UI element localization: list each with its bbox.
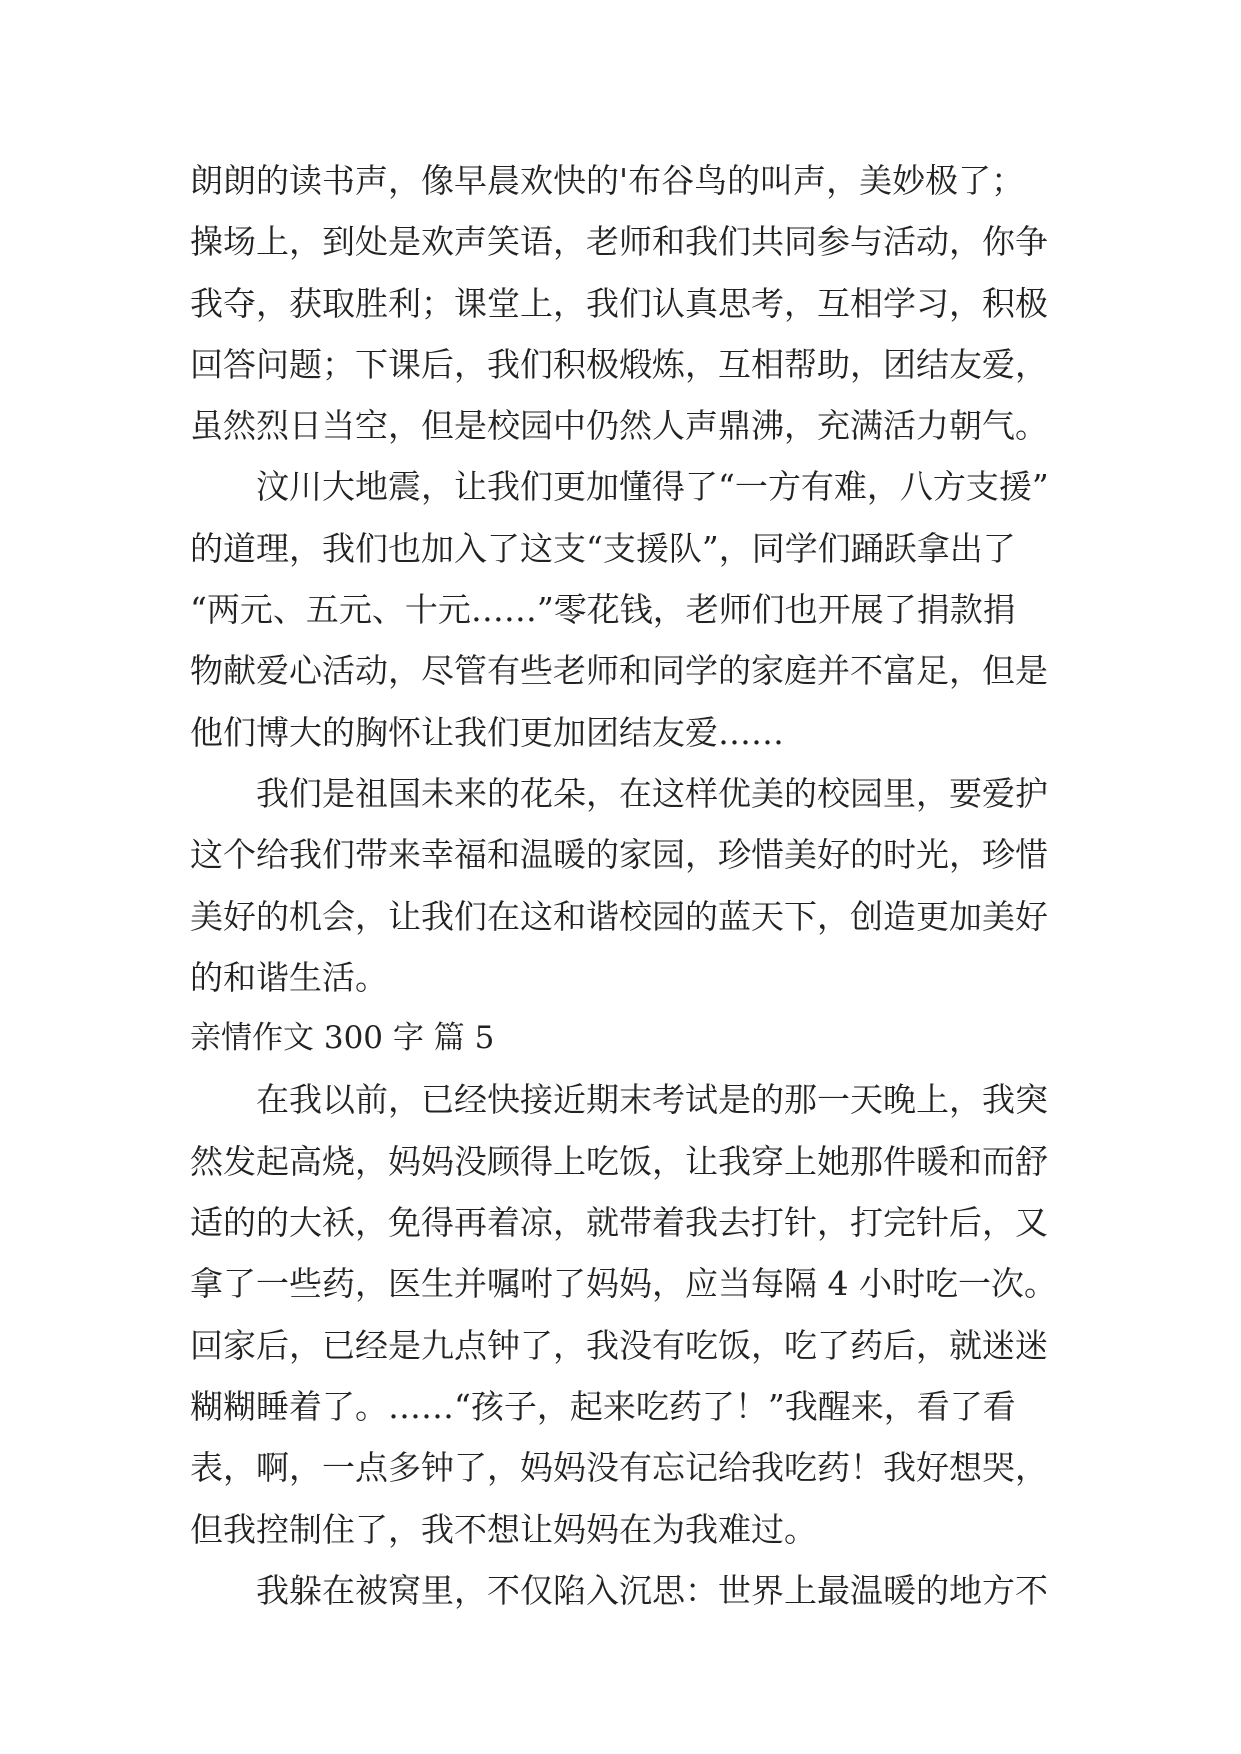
text-line: 拿了一些药，医生并嘱咐了妈妈，应当每隔 4 小时吃一次。 (190, 1264, 1057, 1304)
text-line: 物献爱心活动，尽管有些老师和同学的家庭并不富足，但是 (190, 651, 1048, 691)
text-line: 的道理，我们也加入了这支“支援队”，同学们踊跃拿出了 (190, 528, 1016, 568)
text-line: 操场上，到处是欢声笑语，老师和我们共同参与活动，你争 (190, 222, 1048, 262)
text-line: 适的的大袄，免得再着凉，就带着我去打针，打完针后，又 (190, 1203, 1048, 1243)
text-line: 虽然烈日当空，但是校园中仍然人声鼎沸，充满活力朝气。 (190, 406, 1048, 446)
text-line: 我夺，获取胜利；课堂上，我们认真思考，互相学习，积极 (190, 283, 1048, 323)
text-line: 朗朗的读书声，像早晨欢快的'布谷鸟的叫声，美妙极了； (190, 161, 1025, 200)
paragraph (190, 150, 1060, 456)
paragraph (190, 1069, 1060, 1559)
essay-body (190, 150, 1060, 1621)
text-line: “两元、五元、十元……”零花钱，老师们也开展了捐款捐 (190, 590, 1016, 630)
text-line: 回答问题；下课后，我们积极煅炼，互相帮助，团结友爱， (190, 344, 1048, 384)
text-line: 在我以前，已经快接近期末考试是的那一天晚上，我突 (256, 1080, 1048, 1120)
text-line: 回家后，已经是九点钟了，我没有吃饭，吃了药后，就迷迷 (190, 1325, 1048, 1365)
text-line: 我们是祖国未来的花朵，在这样优美的校园里，要爱护 (256, 773, 1048, 813)
text-line: 的和谐生活。 (190, 957, 388, 997)
paragraph (190, 456, 1060, 762)
paragraph (190, 763, 1060, 1008)
text-line: 美好的机会，让我们在这和谐校园的蓝天下，创造更加美好 (190, 896, 1048, 936)
text-line: 但我控制住了，我不想让妈妈在为我难过。 (190, 1509, 817, 1549)
text-line: 这个给我们带来幸福和温暖的家园，珍惜美好的时光，珍惜 (190, 835, 1048, 875)
text-line: 汶川大地震，让我们更加懂得了“一方有难，八方支援” (256, 467, 1049, 507)
text-line: 我躲在被窝里，不仅陷入沉思：世界上最温暖的地方不 (256, 1570, 1048, 1610)
text-line: 他们博大的胸怀让我们更加团结友爱…… (190, 712, 784, 752)
text-line: 糊糊睡着了。……“孩子，起来吃药了！”我醒来，看了看 (190, 1386, 1016, 1426)
text-line: 表，啊，一点多钟了，妈妈没有忘记给我吃药！我好想哭， (190, 1448, 1048, 1488)
text-line: 然发起高烧，妈妈没顾得上吃饭，让我穿上她那件暖和而舒 (190, 1141, 1048, 1181)
paragraph (190, 1560, 1060, 1621)
section-heading (190, 1008, 1060, 1069)
heading-text: 亲情作文 300 字 篇 5 (190, 1020, 495, 1057)
